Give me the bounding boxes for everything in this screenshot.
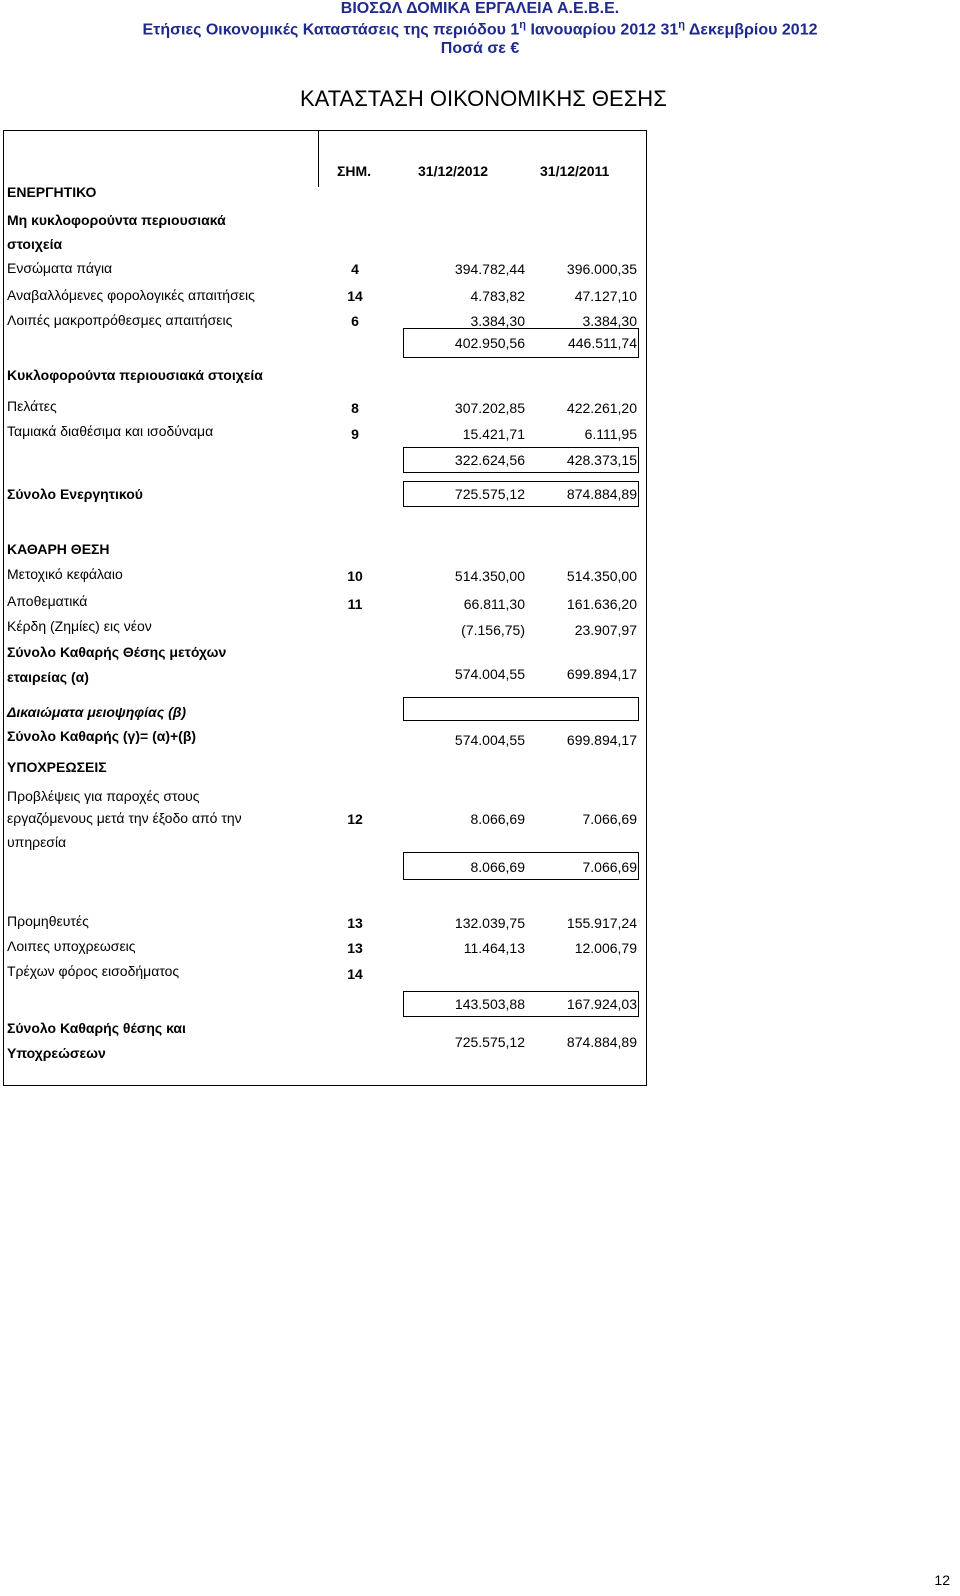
- row-label: Προβλέψεις για παροχές στους: [7, 788, 200, 804]
- subtotal-value-2011: 167.924,03: [566, 996, 637, 1012]
- row-note: 14: [347, 966, 363, 982]
- total-equity-liabilities-label: Υποχρεώσεων: [7, 1045, 106, 1061]
- row-value-2012: 307.202,85: [454, 400, 525, 416]
- statement-title: ΚΑΤΑΣΤΑΣΗ ΟΙΚΟΝΟΜΙΚΗΣ ΘΕΣΗΣ: [300, 86, 667, 111]
- total-assets-2011: 874.884,89: [566, 486, 637, 502]
- row-label: Ενσώματα πάγια: [7, 260, 113, 276]
- row-label: Πελάτες: [7, 398, 57, 414]
- row-note: 4: [351, 261, 359, 277]
- total-assets-label: Σύνολο Ενεργητικού: [7, 486, 143, 502]
- row-value-2012: 15.421,71: [462, 426, 525, 442]
- row-note: 14: [347, 288, 363, 304]
- row-label: Λοιπες υποχρεωσεις: [7, 938, 136, 954]
- row-label: Αποθεματικά: [7, 593, 88, 609]
- row-label: Σύνολο Καθαρής Θέσης μετόχων: [7, 644, 227, 660]
- header-divider: [318, 130, 319, 187]
- row-note: 13: [347, 940, 363, 956]
- row-label: ΚΑΘΑΡΗ ΘΕΣΗ: [7, 541, 110, 557]
- row-label: Τρέχων φόρος εισοδήματος: [7, 963, 180, 979]
- row-value-2011: 6.111,95: [584, 426, 637, 442]
- period-text-b: Ιανουαρίου 2012 31: [526, 21, 679, 39]
- company-name: ΒΙΟΣΩΛ ΔΟΜΙΚΑ ΕΡΓΑΛΕΙΑ Α.Ε.Β.Ε.: [340, 0, 620, 17]
- row-value-2011: 161.636,20: [566, 596, 637, 612]
- currency-note: Ποσά σε €: [440, 40, 520, 57]
- period-text-c: Δεκεμβρίου 2012: [685, 21, 818, 39]
- period-text-a: Ετήσιες Οικονομικές Καταστάσεις της περιόδου 1: [142, 21, 520, 39]
- page-number: 12: [934, 1572, 950, 1588]
- row-value-2012: 4.783,82: [470, 288, 525, 304]
- previous-year-header: 31/12/2011: [540, 163, 610, 179]
- row-label: Μετοχικό κεφάλαιο: [7, 566, 123, 582]
- row-value-2012: 8.066,69: [470, 811, 525, 827]
- subtotal-value-2011: 446.511,74: [567, 335, 637, 351]
- subtotal-value-2012: 402.950,56: [454, 335, 525, 351]
- row-label: ΥΠΟΧΡΕΩΣΕΙΣ: [7, 759, 107, 775]
- report-period: [0, 19, 960, 39]
- row-value-2012: 132.039,75: [454, 915, 525, 931]
- row-note: 11: [347, 596, 363, 612]
- row-value-2011: 155.917,24: [566, 915, 637, 931]
- subtotal-value-2011: 7.066,69: [582, 859, 637, 875]
- row-value-2012: (7.156,75): [461, 622, 525, 638]
- row-note: 10: [347, 568, 363, 584]
- row-label: Κέρδη (Ζημίες) εις νέον: [7, 618, 152, 634]
- row-label: υπηρεσία: [7, 834, 67, 850]
- row-label: ΕΝΕΡΓΗΤΙΚΟ: [7, 184, 97, 200]
- total-equity-liabilities-2012: 725.575,12: [454, 1034, 525, 1050]
- row-value-2012: 3.384,30: [470, 313, 525, 329]
- period-sup-1: η: [519, 19, 526, 31]
- row-value-2011: 422.261,20: [566, 400, 637, 416]
- row-label: Προμηθευτές: [7, 913, 89, 929]
- row-label: Δικαιώματα μειοψηφίας (β): [7, 704, 187, 720]
- row-label: εταιρείας (α): [7, 669, 89, 685]
- row-label: Ταμιακά διαθέσιμα και ισοδύναμα: [7, 423, 214, 439]
- row-label: στοιχεία: [7, 236, 63, 252]
- row-value-2012: 514.350,00: [454, 568, 525, 584]
- total-assets-2012: 725.575,12: [454, 486, 525, 502]
- subtotal-value-2011: 428.373,15: [566, 452, 637, 468]
- row-value-2011: 514.350,00: [566, 568, 637, 584]
- row-label: Αναβαλλόμενες φορολογικές απαιτήσεις: [7, 287, 255, 303]
- row-value-2011: 699.894,17: [566, 732, 637, 748]
- row-value-2012: 574.004,55: [454, 666, 525, 682]
- row-label: Σύνολο Καθαρής (γ)= (α)+(β): [7, 728, 197, 744]
- row-value-2011: 3.384,30: [582, 313, 637, 329]
- row-label: Λοιπές μακροπρόθεσμες απαιτήσεις: [7, 312, 233, 328]
- row-label: εργαζόμενους μετά την έξοδο από την: [7, 810, 242, 826]
- row-value-2011: 396.000,35: [566, 261, 637, 277]
- period-sup-2: η: [678, 19, 685, 31]
- row-note: 6: [351, 313, 359, 329]
- current-year-header: 31/12/2012: [418, 163, 489, 179]
- subtotal-value-2012: 8.066,69: [470, 859, 525, 875]
- row-value-2011: 23.907,97: [574, 622, 637, 638]
- row-note: 8: [351, 400, 359, 416]
- row-note: 13: [347, 915, 363, 931]
- row-value-2012: 11.464,13: [463, 940, 525, 956]
- total-equity-liabilities-2011: 874.884,89: [566, 1034, 637, 1050]
- row-note: 12: [347, 811, 363, 827]
- subtotal-value-2012: 322.624,56: [454, 452, 525, 468]
- row-value-2012: 394.782,44: [454, 261, 525, 277]
- row-note: 9: [351, 426, 359, 442]
- row-value-2011: 7.066,69: [582, 811, 637, 827]
- row-value-2011: 47.127,10: [574, 288, 637, 304]
- row-label: Κυκλοφορούντα περιουσιακά στοιχεία: [7, 367, 263, 383]
- minority-interest-box: [403, 697, 639, 721]
- row-value-2011: 699.894,17: [566, 666, 637, 682]
- row-value-2012: 574.004,55: [454, 732, 525, 748]
- subtotal-value-2012: 143.503,88: [454, 996, 525, 1012]
- row-label: Σύνολο Καθαρής θέσης και: [7, 1020, 186, 1036]
- note-column-header: ΣΗΜ.: [337, 163, 372, 179]
- row-label: Μη κυκλοφορούντα περιουσιακά: [7, 212, 226, 228]
- row-value-2012: 66.811,30: [463, 596, 525, 612]
- row-value-2011: 12.006,79: [574, 940, 637, 956]
